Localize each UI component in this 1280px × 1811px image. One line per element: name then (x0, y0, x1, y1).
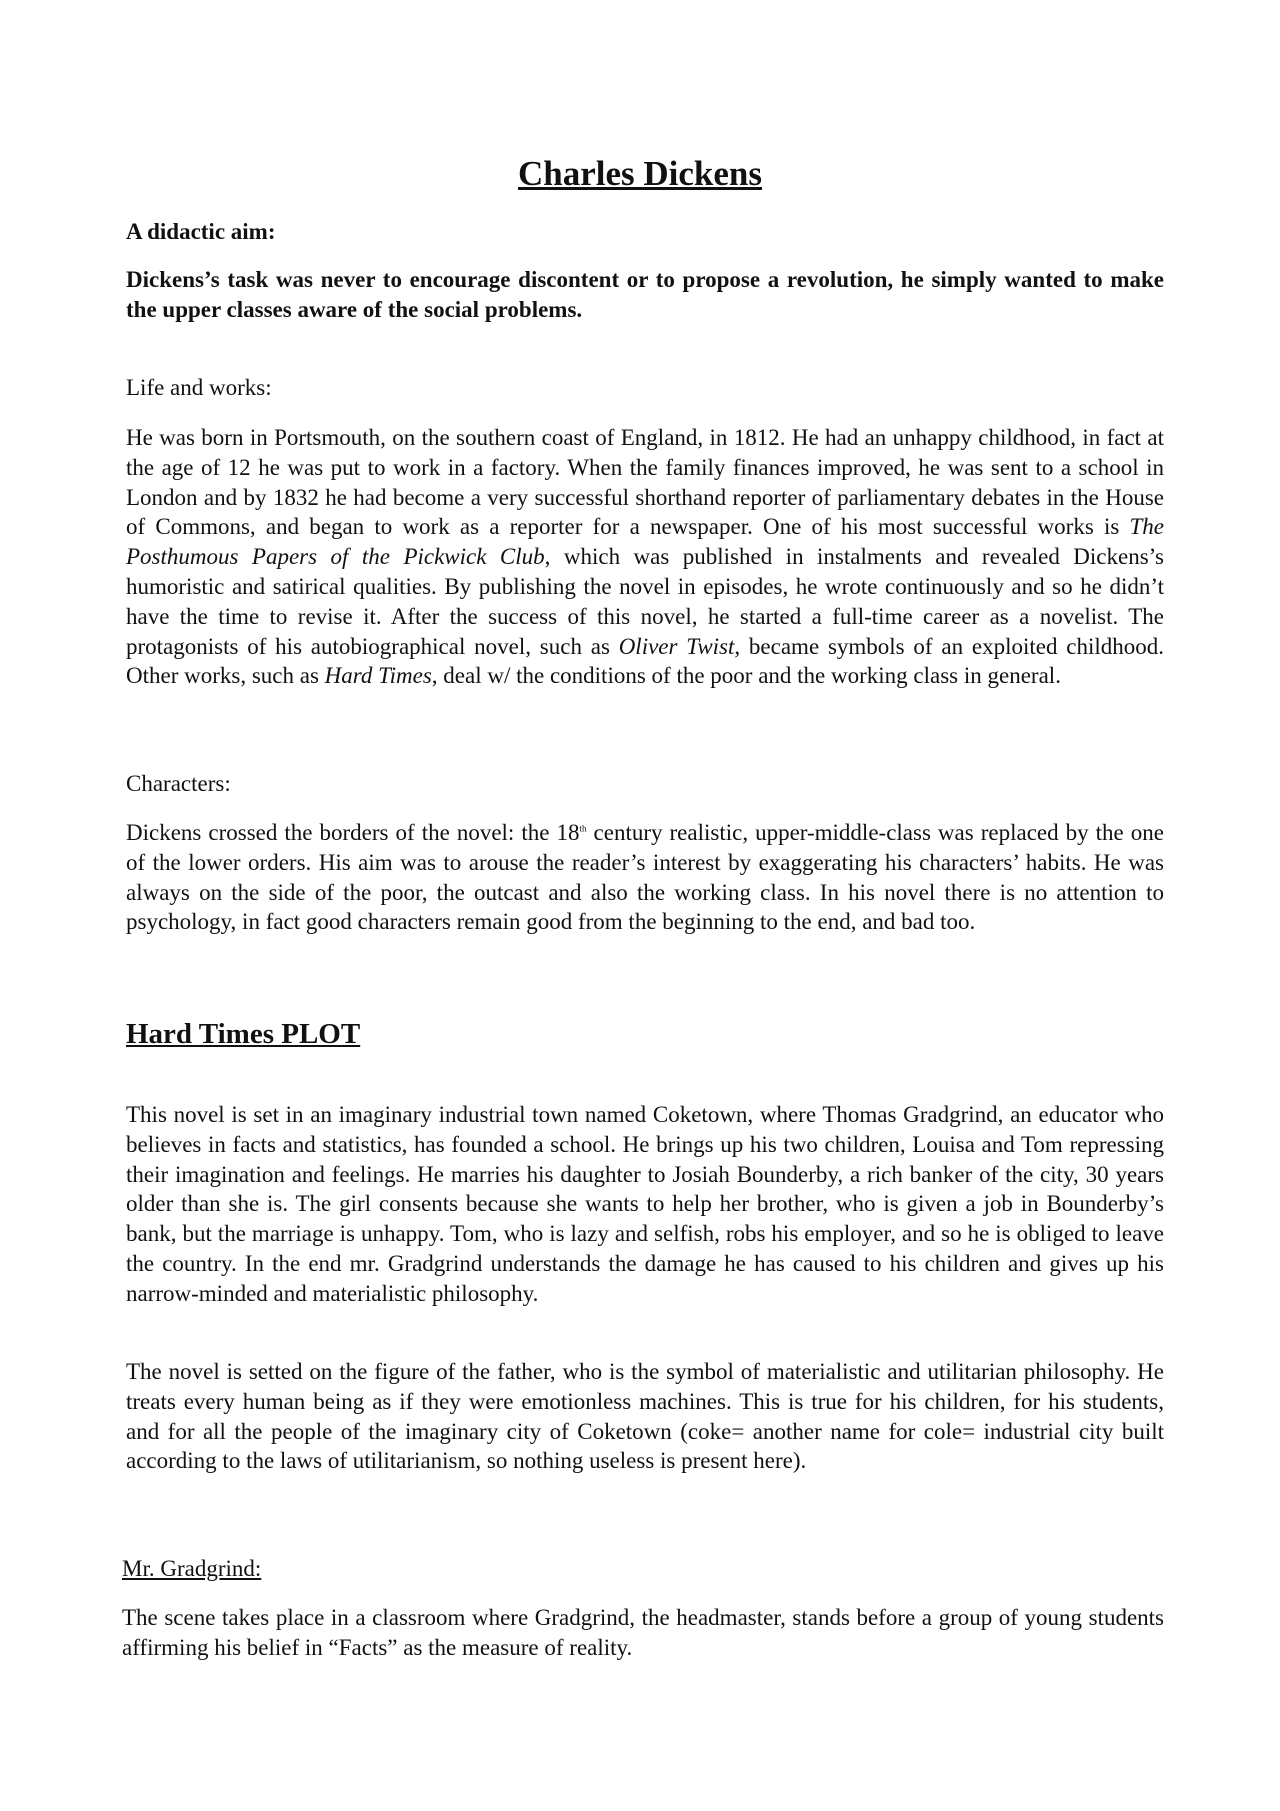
characters-text-2: century realistic, upper-middle-class was replaced by the one of the lower orders. His aim was to arouse the reader’s interest by exaggerating his characters’ habits. He was always on the side of the poor, the outcast and also the working class. In his novel there is no attention to psychology, in fact good characters remain good from the beginning to the end, and bad too. (126, 820, 1164, 935)
oliver-twist-title: Oliver Twist (618, 633, 735, 659)
characters-paragraph (126, 818, 1164, 937)
life-works-text-4: , deal w/ the conditions of the poor and the working class in general. (431, 663, 1061, 689)
hard-times-title: Hard Times (324, 663, 432, 689)
gradgrind-heading (122, 1554, 1160, 1584)
plot-paragraph-2: The novel is setted on the figure of the father, who is the symbol of materialistic and utilitarian philosophy. He treats every human being as if they were emotionless machines. This is true for his children, for his students, and for all the people of the imaginary city of Coketown (coke= another name for cole= industrial city built according to the laws of utilitarianism, so nothing useless is present here). (126, 1359, 1164, 1474)
gradgrind-heading-text: Mr. Gradgrind: (122, 1556, 262, 1581)
life-works-text-3: , became symbols of an exploited childhood. Other works, such as (126, 633, 1164, 689)
plot-heading: Hard Times PLOT (126, 1018, 361, 1050)
pickwick-title: The Posthumous Papers of the Pickwick Club (126, 514, 1164, 570)
plot-paragraph-1: This novel is set in an imaginary industrial town named Coketown, where Thomas Gradgrind, an educator who believes in facts and statistics, has founded a school. He brings up his two children, Louisa and Tom repressing their imagination and feelings. He marries his daughter to Josiah Bounderby, a rich banker of the city, 30 years older than she is. The girl consents because she wants to help her brother, who is given a job in Bounderby’s bank, but the marriage is unhappy. Tom, who is lazy and selfish, robs his employer, and so he is obliged to leave the country. In the end mr. Gradgrind understands the damage he has caused to his children and gives up his narrow-minded and materialistic philosophy. (126, 1102, 1164, 1306)
life-works-text-1: He was born in Portsmouth, on the southern coast of England, in 1812. He had an unhappy childhood, in fact at the age of 12 he was put to work in a factory. When the family finances improved, he was sent to a school in London and by 1832 he had become a very successful shorthand reporter of parliamentary debates in the House of Commons, and began to work as a reporter for a newspaper. One of his most successful works is (126, 425, 1164, 540)
life-works-text-2: , which was published in instalments and revealed Dickens’s humoristic and satirical qualities. By publishing the novel in episodes, he wrote continuously and so he didn’t have the time to revise it. After the success of this novel, he started a full-time career as a novelist. The protagonists of his autobiographical novel, such as (126, 544, 1164, 659)
gradgrind-paragraph: The scene takes place in a classroom where Gradgrind, the headmaster, stands before a group of young students affirming his belief in “Facts” as the measure of reality. (122, 1605, 1164, 1660)
life-works-heading: Life and works: (126, 375, 272, 400)
document-title: Charles Dickens (517, 154, 763, 193)
characters-text-1: Dickens crossed the borders of the novel: the 18 (126, 820, 580, 845)
life-works-paragraph (126, 423, 1164, 691)
ordinal-suffix: th (579, 823, 587, 834)
didactic-heading: A didactic aim: (126, 219, 276, 244)
didactic-text: Dickens’s task was never to encourage discontent or to propose a revolution, he simply wanted to make the upper classes aware of the social problems. (126, 267, 1164, 322)
characters-heading: Characters: (126, 771, 231, 796)
